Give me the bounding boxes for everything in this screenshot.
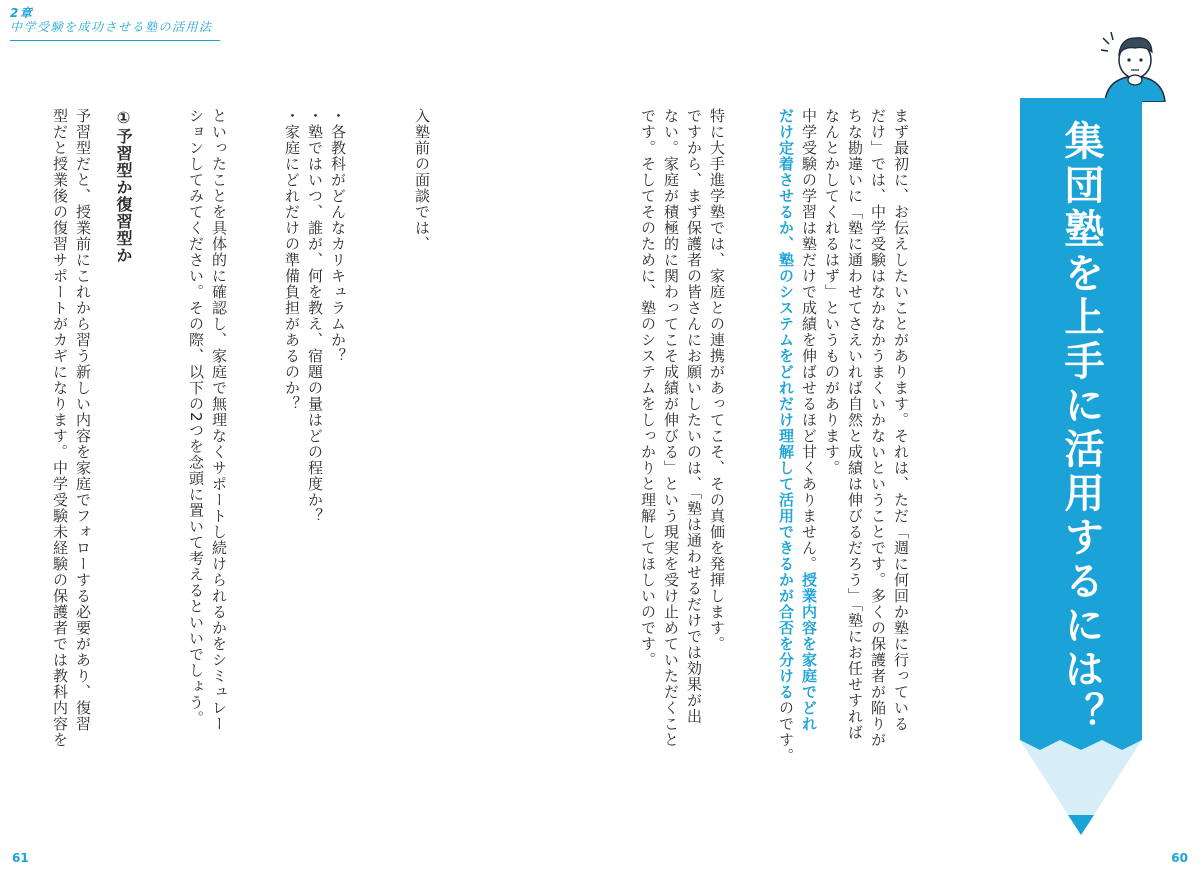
text-line: ない。家庭が積極的に関わってこそ成績が伸びる」という現実を受け止めていただくこと [662,108,680,748]
list-item: ・各教科がどんなカリキュラムか？ [329,108,347,364]
page-number-right: 60 [1171,851,1188,865]
text-line: 特に大手進学塾では、家庭との連携があってこそ、その真価を発揮します。 [708,108,726,652]
text-line: ションしてみてください。その際、以下の2つを念頭に置いて考えるといいでしょう。 [187,108,205,727]
text-line [774,108,797,838]
left-page-body [48,108,94,838]
pencil-tip-graphic [1020,740,1142,835]
list-item: ・塾ではいつ、誰が、何を教え、宿題の量はどの程度か？ [306,108,324,524]
right-page-paragraph-1 [820,108,912,838]
right-page-paragraph-3 [636,108,728,838]
thinking-person-illustration [1095,30,1175,106]
text-line: まず最初に、お伝えしたいことがあります。それは、ただ「週に何回か塾に行っている [892,108,910,732]
text-line: 入塾前の面談では、 [413,108,431,252]
text-segment: のです。 [777,700,795,764]
right-page-paragraph-2 [774,108,820,838]
section-title: 中学受験を成功させる塾の活用法 [10,20,213,34]
page-title: 集団塾を上手に活用するには？ [1058,120,1104,736]
text-segment: 中学受験の学習は塾だけで成績を伸ばせるほど甘くありません。 [800,108,818,572]
text-line: 予習型だと、授業前にこれから習う新しい内容を家庭でフォローする必要があり、復習 [74,108,92,732]
left-page-paragraph [184,108,230,838]
list-item: ・家庭にどれだけの準備負担があるのか？ [283,108,301,412]
text-line: ちな勘違いに「塾に通わせてさえいれば自然と成績は伸びるだろう」「塾にお任せすれば [846,108,864,741]
text-line: といったことを具体的に確認し、家庭で無理なくサポートし続けられるかをシミュレー [210,108,228,732]
page-number-left: 61 [12,851,29,865]
heading-text: ①予習型か復習型か [114,108,133,264]
highlighted-text: だけ定着させるか、塾のシステムをどれだけ理解して活用できるかが合否を分ける [777,108,795,700]
text-line: です。そしてそのために、塾のシステムをしっかりと理解してほしいのです。 [639,108,657,668]
running-header [10,6,213,34]
text-line [797,108,820,838]
section-heading [112,108,135,838]
header-rule [10,40,220,41]
text-line: だけ」では、中学受験はなかなかうまくいかないということです。多くの保護者が陥りが [869,108,887,748]
highlighted-text: 授業内容を家庭でどれ [800,572,818,732]
text-line: ですから、まず保護者の皆さんにお願いしたいのは、「塾は通わせるだけでは効果が出 [685,108,703,725]
left-page-intro [410,108,433,838]
bullet-list [280,108,349,838]
chapter-label: 2章 [10,6,34,20]
text-line: なんとかしてくれるはず」というものがあります。 [823,108,841,476]
text-line: 型だと授業後の復習サポートがカギになります。中学受験未経験の保護者では教科内容を [51,108,69,748]
